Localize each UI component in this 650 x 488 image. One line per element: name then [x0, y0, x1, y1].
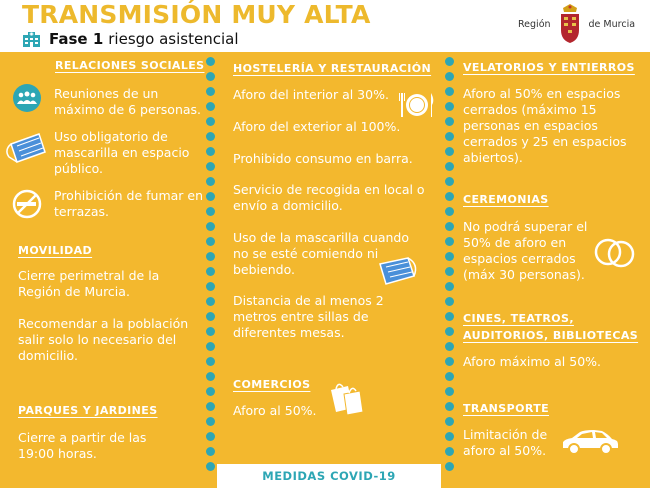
- no-smoking-icon: [12, 189, 42, 219]
- section-title-cines-2: AUDITORIOS, BIBLIOTECAS: [463, 329, 639, 342]
- logo-text-right: de Murcia: [588, 18, 636, 30]
- hosteleria-item-4: Servicio de recogida en local o envío a domicilio.: [233, 182, 425, 213]
- phase-label: Fase 1: [49, 30, 104, 48]
- murcia-shield-icon: [557, 4, 583, 44]
- section-title-hosteleria: HOSTELERÍA Y RESTAURACIÓN: [233, 62, 432, 75]
- social-item-3: Prohibición de fumar en terrazas.: [54, 188, 204, 219]
- mask-icon-2: [374, 254, 420, 288]
- header: [0, 0, 650, 52]
- people-icon: [12, 83, 42, 113]
- footer-label: MEDIDAS COVID-19: [262, 469, 396, 483]
- car-icon: [560, 428, 620, 456]
- phase-description: riesgo asistencial: [108, 30, 239, 48]
- region-logo: [518, 4, 635, 44]
- ceremonias-text: No podrá superar el 50% de aforo en espacios cerrados (máx 30 personas).: [463, 219, 588, 282]
- parques-text: Cierre a partir de las 19:00 horas.: [18, 430, 147, 461]
- hosteleria-item-5: Uso de la mascarilla cuando no se esté comiendo ni bebiendo.: [233, 230, 410, 277]
- section-title-transporte: TRANSPORTE: [463, 402, 550, 415]
- plate-cutlery-icon: [398, 90, 436, 120]
- section-title-comercios: COMERCIOS: [233, 378, 311, 391]
- comercios-text: Aforo al 50%.: [233, 403, 317, 418]
- section-title-ceremonias: CEREMONIAS: [463, 193, 549, 206]
- rings-icon: [592, 232, 638, 272]
- movilidad-item-2: Recomendar a la población salir solo lo necesario del domicilio.: [18, 316, 189, 363]
- mask-icon: [3, 132, 51, 166]
- section-title-relaciones-sociales: RELACIONES SOCIALES: [55, 59, 205, 72]
- hosteleria-item-6: Distancia de al menos 2 metros entre sillas de diferentes mesas.: [233, 293, 384, 340]
- divider-right: [444, 57, 454, 477]
- section-title-velatorios: VELATORIOS Y ENTIERROS: [463, 61, 635, 74]
- cines-text: Aforo máximo al 50%.: [463, 354, 602, 369]
- movilidad-item-1: Cierre perimetral de la Región de Murcia.: [18, 268, 160, 299]
- social-item-1: Reuniones de un máximo de 6 personas.: [54, 86, 202, 117]
- velatorios-text: Aforo al 50% en espacios cerrados (máximo 15 personas en espacios cerrados y 25 en espacios abiertos).: [463, 86, 627, 165]
- section-title-cines-1: CINES, TEATROS,: [463, 312, 574, 325]
- page-title: TRANSMISIÓN MUY ALTA: [22, 0, 371, 29]
- section-title-parques: PARQUES Y JARDINES: [18, 404, 158, 417]
- social-item-2: Uso obligatorio de mascarilla en espacio público.: [54, 129, 190, 176]
- hosteleria-item-3: Prohibido consumo en barra.: [233, 151, 413, 166]
- section-title-movilidad: MOVILIDAD: [18, 244, 93, 257]
- hospital-icon: [22, 31, 41, 48]
- divider-left: [205, 57, 215, 477]
- footer-label-box: [217, 464, 441, 488]
- phase-row: [22, 30, 239, 48]
- hosteleria-item-1: Aforo del interior al 30%.: [233, 87, 389, 102]
- hosteleria-item-2: Aforo del exterior al 100%.: [233, 119, 401, 134]
- transporte-text: Limitación de aforo al 50%.: [463, 427, 548, 458]
- logo-text-left: Región: [518, 18, 551, 30]
- shopping-bags-icon: [326, 378, 366, 418]
